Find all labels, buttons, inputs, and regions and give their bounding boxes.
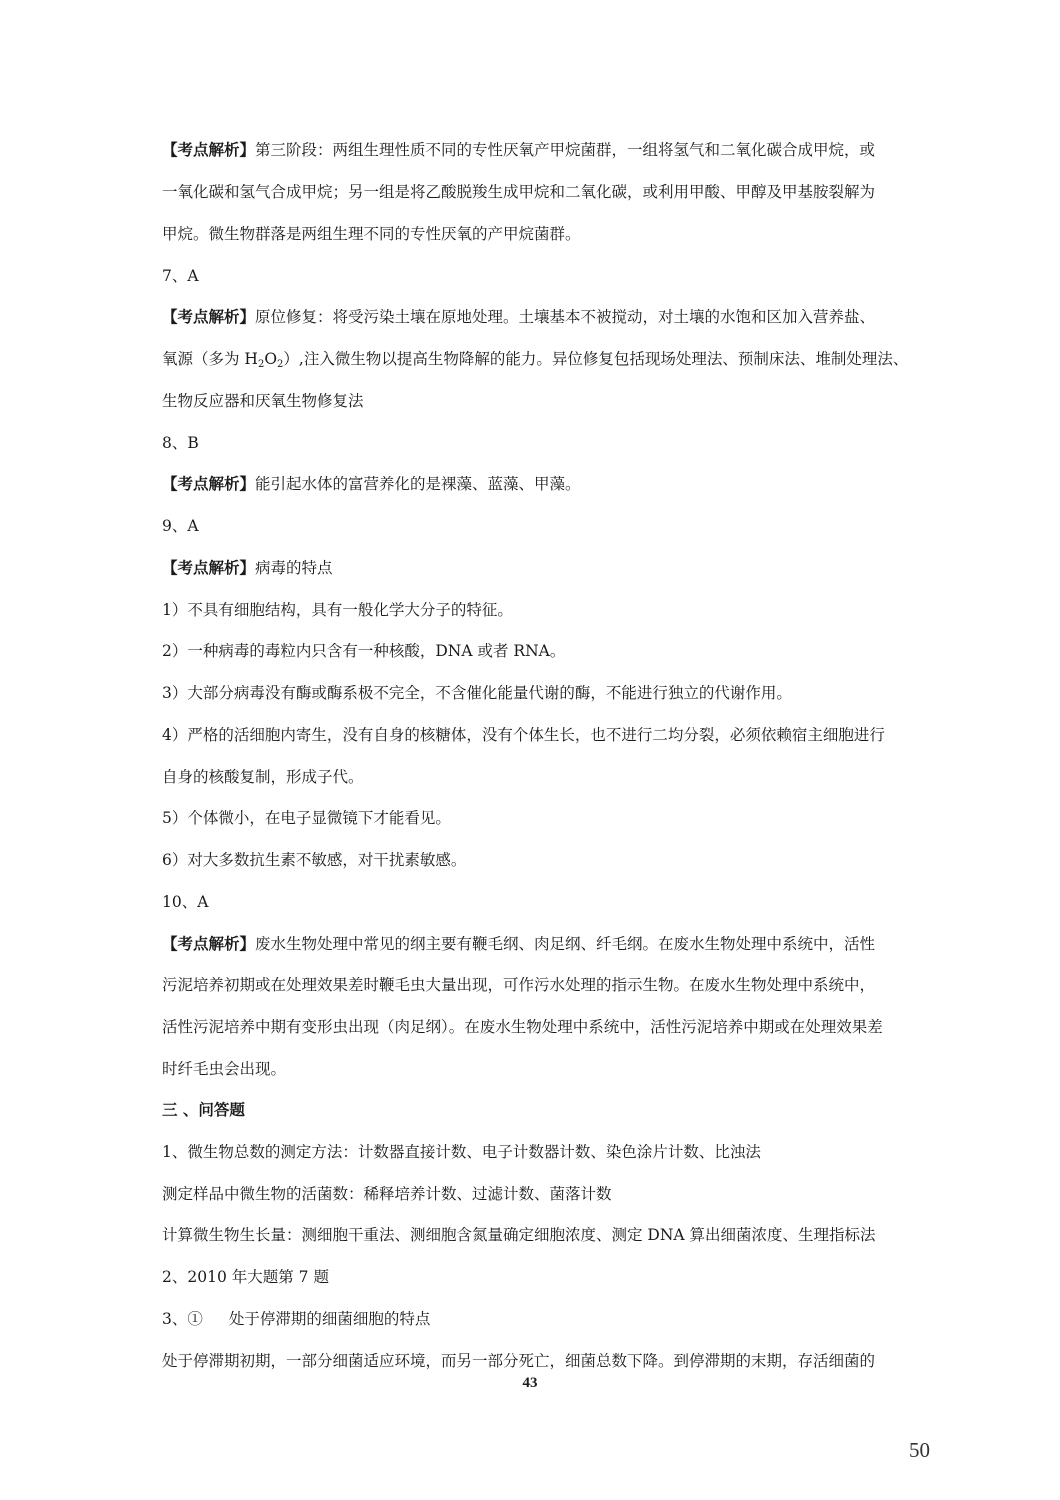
- tag-label: 【考点解析】: [162, 934, 256, 953]
- text: O: [264, 350, 278, 368]
- text: 第三阶段：两组生理性质不同的专性厌氧产甲烷菌群，一组将氢气和二氧化碳合成甲烷，或: [255, 141, 876, 159]
- paragraph-line: 2、2010 年大题第 7 题: [162, 1268, 329, 1286]
- paragraph-line: 处于停滞期初期，一部分细菌适应环境，而另一部分死亡，细菌总数下降。到停滞期的末期，存活细菌的: [162, 1352, 876, 1370]
- paragraph-line: 计算微生物生长量：测细胞干重法、测细胞含氮量确定细胞浓度、测定 DNA 算出细菌浓度、生理指标法: [162, 1226, 876, 1244]
- tag-label: 【考点解析】: [162, 558, 256, 577]
- tag-label: 【考点解析】: [162, 474, 256, 493]
- paragraph-line: 测定样品中微生物的活菌数：稀释培养计数、过滤计数、菌落计数: [162, 1185, 612, 1203]
- item-number: 3、①: [162, 1310, 203, 1328]
- text: 氧源（多为 H: [162, 350, 258, 368]
- scan-page-number: 50: [909, 1438, 930, 1462]
- text: 废水生物处理中常见的纲主要有鞭毛纲、肉足纲、纤毛纲。在废水生物处理中系统中，活性: [255, 935, 876, 953]
- text: 病毒的特点: [255, 559, 333, 577]
- tag-label: 【考点解析】: [162, 140, 256, 159]
- text: ）,注入微生物以提高生物降解的能力。异位修复包括现场处理法、预制床法、堆制处理法、: [283, 350, 909, 368]
- paragraph-line: 1、微生物总数的测定方法：计数器直接计数、电子计数器计数、染色涂片计数、比浊法: [162, 1143, 761, 1161]
- answer-9: 9、A: [162, 517, 199, 535]
- list-item-cont: 自身的核酸复制，形成子代。: [162, 768, 364, 786]
- list-item: 2）一种病毒的毒粒内只含有一种核酸，DNA 或者 RNA。: [162, 642, 566, 660]
- paragraph-line: [162, 1309, 902, 1329]
- paragraph-line: 污泥培养初期或在处理效果差时鞭毛虫大量出现，可作污水处理的指示生物。在废水生物处理中系统中，: [162, 976, 876, 994]
- text: 处于停滞期的细菌细胞的特点: [228, 1310, 431, 1328]
- subscript: 2: [257, 359, 265, 370]
- list-item: 5）个体微小，在电子显微镜下才能看见。: [162, 809, 451, 827]
- paragraph-line: [162, 934, 902, 954]
- list-item: 4）严格的活细胞内寄生，没有自身的核糖体，没有个体生长，也不进行二均分裂，必须依赖宿主细胞进行: [162, 726, 885, 744]
- paragraph-line: 一氧化碳和氢气合成甲烷；另一组是将乙酸脱羧生成甲烷和二氧化碳，或利用甲酸、甲醇及甲基胺裂解为: [162, 183, 876, 201]
- tag-label: 【考点解析】: [162, 307, 256, 326]
- text: 原位修复：将受污染土壤在原地处理。土壤基本不被搅动，对土壤的水饱和区加入营养盐、: [255, 308, 876, 326]
- answer-8: 8、B: [162, 434, 199, 452]
- text: 能引起水体的富营养化的是裸藻、蓝藻、甲藻。: [255, 475, 581, 493]
- paragraph-line: 时纤毛虫会出现。: [162, 1060, 287, 1078]
- paragraph-line: 甲烷。微生物群落是两组生理不同的专性厌氧的产甲烷菌群。: [162, 225, 581, 243]
- page-number: 43: [522, 1375, 538, 1391]
- paragraph-line: [162, 558, 902, 578]
- list-item: 1）不具有细胞结构，具有一般化学大分子的特征。: [162, 601, 513, 619]
- list-item: 6）对大多数抗生素不敏感，对干扰素敏感。: [162, 851, 467, 869]
- paragraph-line: 活性污泥培养中期有变形虫出现（肉足纲）。在废水生物处理中系统中，活性污泥培养中期或在处理效果差: [162, 1018, 883, 1036]
- paragraph-line: [162, 307, 902, 327]
- answer-7: 7、A: [162, 267, 199, 285]
- paragraph-line: [162, 474, 902, 494]
- paragraph-line: [162, 349, 909, 375]
- subscript: 2: [277, 359, 284, 370]
- list-item: 3）大部分病毒没有酶或酶系极不完全，不含催化能量代谢的酶，不能进行独立的代谢作用。: [162, 684, 792, 702]
- answer-10: 10、A: [162, 893, 209, 911]
- paragraph-line: 生物反应器和厌氧生物修复法: [162, 392, 364, 410]
- paragraph-line: [162, 140, 902, 160]
- section-heading: 三 、问答题: [162, 1100, 245, 1119]
